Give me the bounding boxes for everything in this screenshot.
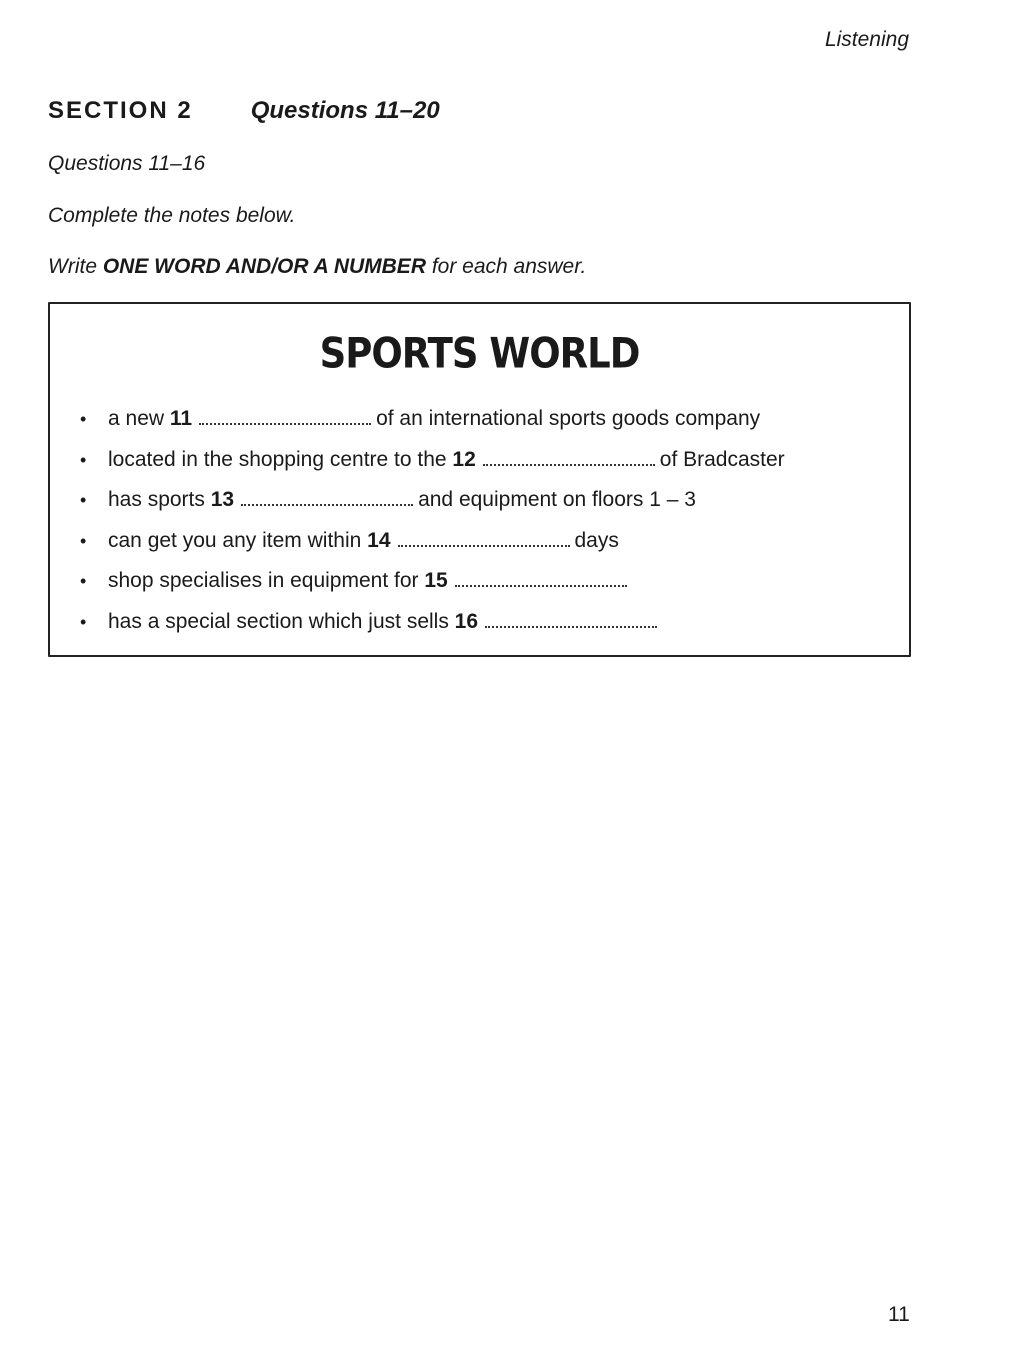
answer-blank-13[interactable]	[241, 486, 413, 506]
note-text-before: a new	[108, 407, 170, 430]
answer-blank-16[interactable]	[485, 608, 657, 628]
question-number: 15	[424, 569, 448, 592]
note-item	[50, 567, 909, 608]
bullet-icon: •	[80, 530, 87, 551]
section-label: SECTION 2	[48, 97, 193, 124]
question-number: 13	[210, 488, 235, 511]
question-number: 14	[367, 528, 391, 552]
note-text-after: days	[574, 528, 619, 552]
note-text-before: has sports	[108, 488, 211, 511]
note-item	[50, 608, 909, 649]
instruction-write-post: for each answer.	[425, 255, 587, 278]
bullet-icon: •	[80, 490, 87, 510]
note-text-before: can get you any item within	[108, 528, 368, 552]
question-number: 12	[452, 447, 476, 471]
page-header-label: Listening	[824, 28, 909, 51]
question-number: 11	[169, 407, 193, 430]
page-number: 11	[888, 1303, 910, 1326]
section-questions-range: Questions 11–20	[250, 97, 440, 124]
answer-blank-11[interactable]	[199, 405, 371, 425]
bullet-icon: •	[80, 571, 87, 591]
note-text-before: shop specialises in equipment for	[108, 569, 425, 592]
notes-box	[48, 302, 911, 657]
note-text-before: located in the shopping centre to the	[108, 447, 453, 471]
notes-list	[50, 405, 909, 648]
note-item	[50, 527, 909, 568]
instruction-complete: Complete the notes below.	[48, 204, 296, 227]
note-text-after: of Bradcaster	[659, 447, 785, 471]
instruction-write-pre: Write	[48, 255, 103, 278]
note-item	[50, 446, 909, 487]
answer-blank-15[interactable]	[455, 567, 627, 587]
section-heading	[48, 97, 440, 125]
bullet-icon: •	[80, 449, 87, 470]
note-item	[50, 405, 909, 446]
questions-subrange: Questions 11–16	[48, 152, 206, 175]
notes-title: SPORTS WORLD	[319, 329, 640, 378]
bullet-icon: •	[80, 611, 87, 632]
instruction-write-emphasis: ONE WORD AND/OR A NUMBER	[102, 255, 426, 278]
note-item	[50, 486, 909, 527]
answer-blank-12[interactable]	[483, 446, 655, 466]
instruction-write	[48, 255, 586, 279]
bullet-icon: •	[80, 409, 87, 429]
question-number: 16	[454, 609, 479, 633]
note-text-after: and equipment on floors 1 – 3	[418, 488, 696, 511]
note-text-before: has a special section which just sells	[108, 609, 455, 633]
note-text-after: of an international sports goods company	[376, 407, 761, 430]
answer-blank-14[interactable]	[398, 527, 570, 547]
